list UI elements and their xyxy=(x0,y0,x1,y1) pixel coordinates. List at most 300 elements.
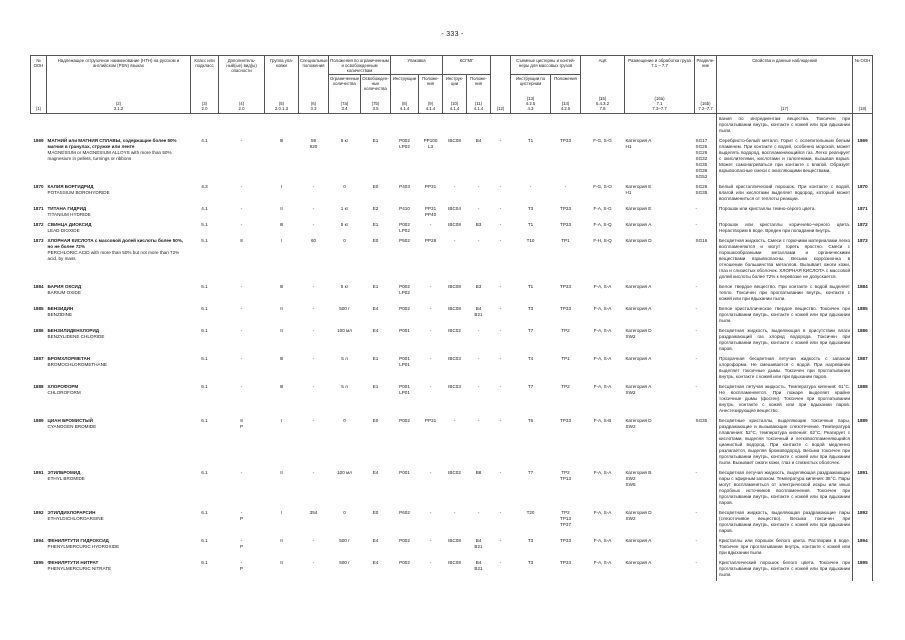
cell-un-no: 1884 xyxy=(33,283,44,289)
cell-tank-provision: TP2 xyxy=(561,383,570,389)
header-col-12 xyxy=(491,56,511,93)
cell-un-no-right: 1891 xyxy=(853,468,873,508)
cell-packing-instruction: P502 xyxy=(399,237,410,243)
cell-ibc-instruction: IBC08 xyxy=(448,283,461,289)
column-number: (14) xyxy=(561,100,570,106)
header-tank-instructions: Инструкции по цистернам xyxy=(511,75,551,93)
cell-ems: F-A, S-A xyxy=(593,305,612,311)
header-ibc-group: КСГМГ xyxy=(443,56,491,75)
table-row xyxy=(31,304,873,326)
cell-packing-instruction: P002 LP02 xyxy=(399,221,410,233)
shipping-name-ru: ТИТАНА ГИДРИД xyxy=(47,205,87,211)
cell-excepted-quantity: E1 xyxy=(372,355,379,361)
column-ref xyxy=(491,93,511,114)
cell-un-no-right: 1885 xyxy=(853,304,873,326)
column-number: (18) xyxy=(858,105,867,111)
cell-shipping-name xyxy=(47,282,191,304)
header-subsidiary-risk: Дополнитель-ный(ые) вид(ы) опасности xyxy=(219,56,265,93)
cell-special-provisions: - xyxy=(312,537,315,543)
shipping-name-ru: ФЕНИЛРТУТИ ГИДРОКСИД xyxy=(47,537,109,543)
cell-limited-quantity: 0 xyxy=(343,237,346,243)
cell-segregation: - xyxy=(695,383,698,389)
cell-tank-provision: - xyxy=(564,183,567,189)
cell-ems: F-G, S-O xyxy=(593,183,612,189)
table-row xyxy=(31,236,873,282)
table-row xyxy=(31,354,873,382)
column-number: (15) xyxy=(598,95,607,101)
cell-ems: F-A, S-G xyxy=(593,205,612,211)
cell-properties: Порошок или кристаллы коричнево-черного цвета. Нерастворим в воде. Вреден при попадании внутрь. xyxy=(717,220,853,236)
cell-ems: F-A, S-A xyxy=(593,469,612,475)
cell-tank-instruction: T7 xyxy=(527,327,534,333)
cell-shipping-name xyxy=(47,416,191,468)
cell-ibc-provision: - xyxy=(477,237,480,243)
table-header xyxy=(31,56,873,114)
column-number: (13) xyxy=(526,95,535,101)
cell-packing-instruction: P002 LP02 xyxy=(399,137,410,149)
cell-subsidiary-risk: - P xyxy=(239,509,244,521)
cell-col-12 xyxy=(491,113,511,136)
cell-tank-provision: TP33 xyxy=(560,137,572,143)
column-number: (7b) xyxy=(371,100,380,106)
cell-ems: F-A, S-B xyxy=(593,417,612,423)
shipping-name-en: PHENYLMERCURIC HYDROXIDE xyxy=(47,543,120,549)
cell-packing-group: III xyxy=(279,355,284,361)
cell-limited-quantity: 5 кг xyxy=(340,283,349,289)
header-segregation: Разделе-ние xyxy=(695,56,717,93)
cell-packing-instruction: P002 xyxy=(399,305,410,311)
header-tank-group: Съемные цистерны и контей-неры для массовых грузов xyxy=(511,56,581,75)
header-packing-instructions: Инструкции xyxy=(391,75,419,93)
cell-subsidiary-risk: - xyxy=(240,137,243,143)
cell-subsidiary-risk: 8 P xyxy=(239,417,244,429)
column-ref xyxy=(191,93,219,114)
cell-packing-group: I xyxy=(280,237,283,243)
shipping-name-ru: БЕНЗИДИН xyxy=(47,305,74,311)
cell-tank-instruction: T7 xyxy=(527,383,534,389)
shipping-name-en: BARIUM OXIDE xyxy=(47,289,81,295)
cell-ems: F-A, S-A xyxy=(593,327,612,333)
column-number: (10) xyxy=(450,100,459,106)
cell-excepted-quantity: E1 xyxy=(372,221,379,227)
header-ems: АцК xyxy=(581,56,625,93)
column-number: (11) xyxy=(474,100,483,106)
column-ref xyxy=(219,93,265,114)
cell-subsidiary-risk: - xyxy=(240,469,243,475)
shipping-name-en: ETHYLDICHLOROARSINE xyxy=(47,515,104,521)
cell-shipping-name xyxy=(47,113,191,136)
table-row xyxy=(31,508,873,536)
cell-tank-provision: TP33 xyxy=(560,559,572,565)
cell-packing-provision xyxy=(419,113,443,136)
cell-stowage: Категория A xyxy=(625,537,652,543)
cell-tank-instruction: T7 xyxy=(527,469,534,475)
column-ref xyxy=(717,93,853,114)
cell-limited-quantity: 5 л xyxy=(341,383,348,389)
table-row xyxy=(31,536,873,558)
cell-special-provisions: - xyxy=(312,221,315,227)
cell-packing-provision: - xyxy=(429,537,432,543)
column-ref xyxy=(581,93,625,114)
cell-properties: Бесцветная летучая жидкость. Температура кипения: 61°С. Не воспламеняется. При пожаре выделяет крайне токсичные дымы (фосген). Токсичен при проглатывании внутрь, контакте с кожей или при вдыхании паров. Анестезирующее вещество. xyxy=(717,382,853,416)
cell-un-no-right: 1871 xyxy=(853,204,873,220)
cell-packing-provision: PP100 L3 xyxy=(423,137,438,149)
shipping-name-en: CYANOGEN BROMIDE xyxy=(47,423,97,429)
cell-class: 4.1 xyxy=(201,205,208,211)
cell-tank-provision: TP1 xyxy=(561,237,570,243)
cell-un-no: 1871 xyxy=(33,205,44,211)
cell-tank-provision: TP33 xyxy=(560,417,572,423)
cell-packing-group: II xyxy=(280,327,283,333)
cell-un-no: 1887 xyxy=(33,355,44,361)
cell-ibc-provision: B4 B21 xyxy=(474,559,483,571)
cell-subsidiary-risk: - xyxy=(240,383,243,389)
cell-excepted-quantity: E0 xyxy=(372,417,379,423)
cell-col-12: - xyxy=(499,283,502,289)
cell-class: 6.1 xyxy=(201,469,208,475)
cell-packing-instruction: P001 LP01 xyxy=(399,383,410,395)
cell-shipping-name xyxy=(47,354,191,382)
cell-class: 6.1 xyxy=(201,559,208,565)
column-ref xyxy=(551,93,581,114)
column-number: (16a) xyxy=(654,95,665,101)
cell-packing-instruction: P001 xyxy=(399,327,410,333)
cell-subsidiary-risk: - xyxy=(240,183,243,189)
cell-packing-provision: - xyxy=(429,383,432,389)
column-section-ref: 5.4.3.2 7.8 xyxy=(595,100,610,111)
cell-excepted-quantity xyxy=(361,113,391,136)
cell-packing-provision: - xyxy=(429,509,432,515)
cell-packing-instruction: P001 xyxy=(399,469,410,475)
cell-un-no: 1892 xyxy=(33,509,44,515)
cell-ibc-instruction: - xyxy=(453,237,456,243)
column-ref xyxy=(329,93,361,114)
cell-stowage: Категория A xyxy=(625,305,652,311)
cell-ibc-provision: - xyxy=(477,383,480,389)
column-ref xyxy=(47,93,191,114)
shipping-name-ru: ФЕНИЛРТУТИ НИТРАТ xyxy=(47,559,99,565)
column-section-ref: 3.3 xyxy=(310,105,317,111)
cell-ems: F-A, S-A xyxy=(593,509,612,515)
cell-shipping-name xyxy=(47,536,191,558)
cell-packing-provision: - xyxy=(429,283,432,289)
cell-class: 6.1 xyxy=(201,537,208,543)
cell-shipping-name xyxy=(47,136,191,182)
cell-properties: Бесцветная жидкость, выделяющая в присутствии влаги раздражающий газ хлорид водорода. Токсичен при проглатывании внутрь, контакте с кожей или при вдыхании паров. xyxy=(717,326,853,354)
cell-ibc-provision: B3 xyxy=(475,283,482,289)
table-row xyxy=(31,204,873,220)
cell-col-12: - xyxy=(499,509,502,515)
cell-tank-provision: TP33 xyxy=(560,205,572,211)
cell-packing-group: III xyxy=(279,221,284,227)
cell-un-no-right: 1886 xyxy=(853,326,873,354)
cell-ibc-instruction: IBC02 xyxy=(448,327,461,333)
cell-stowage: Категория D SW2 xyxy=(625,327,652,339)
cell-subsidiary-risk: - P xyxy=(239,559,244,571)
page-number: - 333 - xyxy=(441,31,464,38)
cell-ibc-instruction: IBC08 xyxy=(448,137,461,143)
cell-packing-provision: - xyxy=(429,469,432,475)
shipping-name-en: CHLOROFORM xyxy=(47,389,81,395)
header-special-provisions: Специальные положения xyxy=(299,56,329,93)
cell-tank-instruction xyxy=(511,113,551,136)
cell-limited-quantity: 500 г xyxy=(339,559,350,565)
cell-tank-instruction: T3 xyxy=(527,537,534,543)
column-ref xyxy=(265,93,299,114)
column-number: (4) xyxy=(238,100,245,106)
cell-tank-instruction: T20 xyxy=(526,509,535,515)
shipping-name-en: PERCHLORIC ACID with more than 50% but not more than 72% acid, by mass xyxy=(47,249,180,261)
cell-limited-quantity xyxy=(329,113,361,136)
cell-properties: Белое кристаллическое твердое вещество. Токсичен при проглатывании внутрь, контакте с кожей или при вдыхании пыли. xyxy=(717,304,853,326)
table-row xyxy=(31,382,873,416)
cell-stowage: Категория E xyxy=(625,205,652,211)
column-number: (9) xyxy=(427,100,434,106)
cell-tank-provision: TP2 TP13 xyxy=(560,469,572,481)
cell-packing-provision: PP31 PP40 xyxy=(424,205,437,217)
cell-shipping-name xyxy=(47,182,191,204)
cell-excepted-quantity: E1 xyxy=(372,283,379,289)
cell-shipping-name xyxy=(47,220,191,236)
table-body xyxy=(31,113,873,581)
column-ref xyxy=(361,93,391,114)
cell-packing-provision: PP28 xyxy=(424,237,437,243)
cell-tank-provision: TP33 xyxy=(560,283,572,289)
cell-un-no-right: 1888 xyxy=(853,382,873,416)
header-packing-provisions: Положе-ния xyxy=(419,75,443,93)
cell-un-no-right: 1873 xyxy=(853,236,873,282)
cell-ibc-instruction: IBC08 xyxy=(448,559,461,565)
cell-class: 6.1 xyxy=(201,355,208,361)
cell-excepted-quantity: E4 xyxy=(372,305,379,311)
cell-special-provisions: - xyxy=(312,469,315,475)
cell-un-no-right: 1892 xyxy=(853,508,873,536)
cell-stowage: Категория D xyxy=(625,237,652,243)
table-row xyxy=(31,326,873,354)
cell-col-12: - xyxy=(499,559,502,565)
column-ref xyxy=(695,93,717,114)
cell-special-provisions: - xyxy=(312,205,315,211)
cell-special-provisions: 60 xyxy=(310,237,317,243)
cell-excepted-quantity: E0 xyxy=(372,183,379,189)
cell-un-no-right: 1894 xyxy=(853,536,873,558)
column-section-ref: 4.2.5 4.3 xyxy=(525,100,536,111)
cell-excepted-quantity: E4 xyxy=(372,469,379,475)
cell-un-no-right: 1884 xyxy=(853,282,873,304)
cell-excepted-quantity: E2 xyxy=(372,205,379,211)
cell-packing-provision: PP31 xyxy=(424,417,437,423)
cell-ems: F-A, S-A xyxy=(593,537,612,543)
shipping-name-en: PHENYLMERCURIC NITRATE xyxy=(47,565,112,571)
column-number: (1) xyxy=(35,105,42,111)
shipping-name-en: POTASSIUM BOROHYDRIDE xyxy=(47,189,110,195)
cell-subsidiary-risk: 8 xyxy=(240,237,243,243)
cell-properties: Бесцветная жидкость, выделяющая раздражающие пары (слезоточивое вещество). Весьма токсичен при проглатывании внутрь, контакте с кожей или при вдыхании паров. xyxy=(717,508,853,536)
cell-ems: F-A, S-A xyxy=(593,283,612,289)
shipping-name-ru: БРОМХЛОРМЕТАН xyxy=(47,355,91,361)
cell-ems: F-A, S-A xyxy=(593,559,612,565)
header-un-no-right: № ООН xyxy=(853,56,873,93)
cell-un-no: 1870 xyxy=(33,183,44,189)
cell-ibc-instruction: IBC08 xyxy=(448,537,461,543)
cell-segregation: SG35 xyxy=(695,417,708,423)
cell-col-12: - xyxy=(499,183,502,189)
cell-shipping-name xyxy=(47,508,191,536)
header-limited-quantities: Ограниченные количества xyxy=(329,75,361,93)
cell-un-no-right: 1889 xyxy=(853,416,873,468)
cell-un-no-right xyxy=(853,113,873,136)
cell-un-no-right: 1872 xyxy=(853,220,873,236)
cell-packing-group: III xyxy=(279,283,284,289)
cell-segregation: - xyxy=(695,327,698,333)
cell-col-12: - xyxy=(499,205,502,211)
cell-packing-instruction: P002 xyxy=(399,537,410,543)
cell-segregation: - xyxy=(695,205,698,211)
table-row xyxy=(31,136,873,182)
header-stowage: Размещение и обработка груза 7.1 – 7.7 xyxy=(625,56,695,93)
cell-excepted-quantity: E1 xyxy=(372,383,379,389)
cell-packing-group xyxy=(265,113,299,136)
cell-ibc-provision: B8 xyxy=(475,469,482,475)
cell-segregation: - xyxy=(695,305,698,311)
cell-stowage: Категория A H1 xyxy=(625,137,652,149)
cell-segregation: - xyxy=(695,355,698,361)
cell-subsidiary-risk: - xyxy=(240,221,243,227)
cell-stowage: Категория A xyxy=(625,221,652,227)
cell-excepted-quantity: E4 xyxy=(372,537,379,543)
cell-ibc-provision xyxy=(467,113,491,136)
cell-packing-instruction: P002 xyxy=(399,417,410,423)
column-section-ref: 4.2.5 xyxy=(560,105,571,111)
cell-properties: Белое твердое вещество. При контакте с водой выделяет тепло. Токсичен при проглатывании внутрь, контакте с кожей или при вдыхании пыли. xyxy=(717,282,853,304)
cell-ibc-provision: - xyxy=(477,417,480,423)
cell-class: 6.1 xyxy=(201,327,208,333)
cell-excepted-quantity: E0 xyxy=(372,237,379,243)
cell-un-no: 1891 xyxy=(33,469,44,475)
column-section-ref: 2.0 xyxy=(238,105,245,111)
cell-packing-group: I xyxy=(280,509,283,515)
cell-packing-instruction: P602 xyxy=(399,509,410,515)
cell-ems: F-G, S-G xyxy=(593,137,612,143)
column-section-ref: 4.1.4 xyxy=(399,105,410,111)
cell-stowage: Категория A SW2 xyxy=(625,383,652,395)
cell-properties: Серебристо-белый металл. Горит с ослепительным белым пламенем. При контакте с водой, особенно морской, может выделять водород, воспламеняющийся газ. Легко реагирует с окислителями, кислотами и галогенами, вызывая взрыв. Может самонагреваться при контакте с влагой. Образует взрывоопасные смеси с окисляющими веществами. xyxy=(717,136,853,182)
cell-stowage: Категория B SW2 SW5 xyxy=(625,469,652,487)
column-number: (3) xyxy=(201,100,208,106)
cell-ibc-provision: - xyxy=(477,327,480,333)
cell-excepted-quantity: E4 xyxy=(372,327,379,333)
cell-limited-quantity: 500 г xyxy=(339,305,350,311)
cell-ibc-instruction: IBC04 xyxy=(448,205,461,211)
cell-tank-instruction: T3 xyxy=(527,305,534,311)
cell-segregation: - xyxy=(695,537,698,543)
cell-segregation: - xyxy=(695,221,698,227)
cell-special-provisions: - xyxy=(312,417,315,423)
cell-ibc-instruction: - xyxy=(453,509,456,515)
column-ref xyxy=(511,93,551,114)
cell-tank-provision: TP33 xyxy=(560,221,572,227)
header-packing-group: Группа упа-ковки xyxy=(265,56,299,93)
cell-limited-quantity: 100 мл xyxy=(337,469,352,475)
column-number: (5) xyxy=(278,100,285,106)
cell-segregation: - xyxy=(695,559,698,565)
cell-packing-group: II xyxy=(280,559,283,565)
shipping-name-en: LEAD DIOXIDE xyxy=(47,227,80,233)
column-ref xyxy=(31,93,47,114)
cell-tank-provision: TP2 TP13 TP37 xyxy=(560,509,572,527)
header-ibc-provisions: Положе-ния xyxy=(467,75,491,93)
cell-segregation: SG16 xyxy=(695,237,708,243)
column-ref xyxy=(443,93,467,114)
header-excepted-quantities: Освобожден-ные количества xyxy=(362,76,389,92)
shipping-name-ru: ХЛОРНАЯ КИСЛОТА с массовой долей кислоты более 50%, но не более 72% xyxy=(47,237,184,249)
cell-col-12: - xyxy=(499,469,502,475)
table-row xyxy=(31,468,873,508)
cell-ibc-provision: B4 xyxy=(475,137,482,143)
cell-ems: F-A, S-Q xyxy=(593,221,612,227)
cell-packing-group: III xyxy=(279,137,284,143)
shipping-name-ru: КАЛИЯ БОРГИДРИД xyxy=(47,183,94,189)
cell-ibc-instruction: - xyxy=(453,183,456,189)
cell-ibc-provision: B4 B21 xyxy=(474,537,483,549)
column-section-ref: 4.1.4 xyxy=(449,105,460,111)
cell-tank-provision: TP33 xyxy=(560,305,572,311)
cell-packing-group: II xyxy=(280,469,283,475)
cell-shipping-name xyxy=(47,468,191,508)
cell-special-provisions: - xyxy=(312,559,315,565)
cell-excepted-quantity: E1 xyxy=(372,137,379,143)
cell-ibc-instruction: IBC02 xyxy=(448,469,461,475)
cell-limited-quantity: 5 кг xyxy=(340,221,349,227)
cell-properties: Бесцветные кристаллы, выделяющие токсичные пары, раздражающие и вызывающие слезотечение. Температура плавления: 52°С, температура кипения: 62°С. Реагирует с кислотами, выделяя токсичный и легковоспламеняющийся цианистый водород. При контакте с водой медленно разлагается, выделяя бромоводород. Весьма токсичен при проглатывании внутрь, контакте с кожей или при вдыхании пыли. Вызывает ожоги кожи, глаз и слизистых оболочек. xyxy=(717,416,853,468)
column-section-ref: 3.5 xyxy=(372,105,379,111)
cell-un-no: 1889 xyxy=(33,417,44,423)
cell-ibc-provision: - xyxy=(477,355,480,361)
cell-ibc-instruction: IBC08 xyxy=(448,305,461,311)
cell-stowage: Категория D SW2 xyxy=(625,417,652,429)
column-number: (8) xyxy=(401,100,408,106)
cell-tank-provision: TP1 xyxy=(561,355,570,361)
shipping-name-en: BROMOCHLOROMETHANE xyxy=(47,361,107,367)
cell-col-12: - xyxy=(499,237,502,243)
cell-packing-group: II xyxy=(280,537,283,543)
table-row xyxy=(31,182,873,204)
cell-packing-instruction xyxy=(391,113,419,136)
cell-un-no-right: 1887 xyxy=(853,354,873,382)
cell-tank-instruction: T1 xyxy=(527,221,534,227)
shipping-name-en: BENZIDINE xyxy=(47,311,73,317)
cell-ibc-provision: B3 xyxy=(475,221,482,227)
cell-tank-provision: TP2 xyxy=(561,327,570,333)
table-row xyxy=(31,282,873,304)
cell-col-12: - xyxy=(499,305,502,311)
cell-subsidiary-risk xyxy=(219,113,265,136)
cell-tank-instruction: T3 xyxy=(527,205,534,211)
cell-stowage xyxy=(625,113,695,136)
cell-packing-instruction: P410 xyxy=(399,205,410,211)
cell-un-no: 1894 xyxy=(33,537,44,543)
cell-packing-provision: - xyxy=(429,355,432,361)
dangerous-goods-list-table xyxy=(30,55,873,581)
cell-properties: Кристаллы или порошок белого цвета. Растворим в воде. Токсичен при проглатывании внутрь, контакте с кожей или при вдыхании пыли. xyxy=(717,536,853,558)
shipping-name-ru: ЭТИЛДИХЛОРАРСИН xyxy=(47,509,96,515)
header-row-column-refs xyxy=(31,93,873,114)
column-section-ref: 4.1.4 xyxy=(473,105,484,111)
cell-shipping-name xyxy=(47,558,191,581)
cell-ibc-instruction: IBC03 xyxy=(448,383,461,389)
column-section-ref: 3.4 xyxy=(341,105,348,111)
cell-packing-provision: - xyxy=(429,305,432,311)
